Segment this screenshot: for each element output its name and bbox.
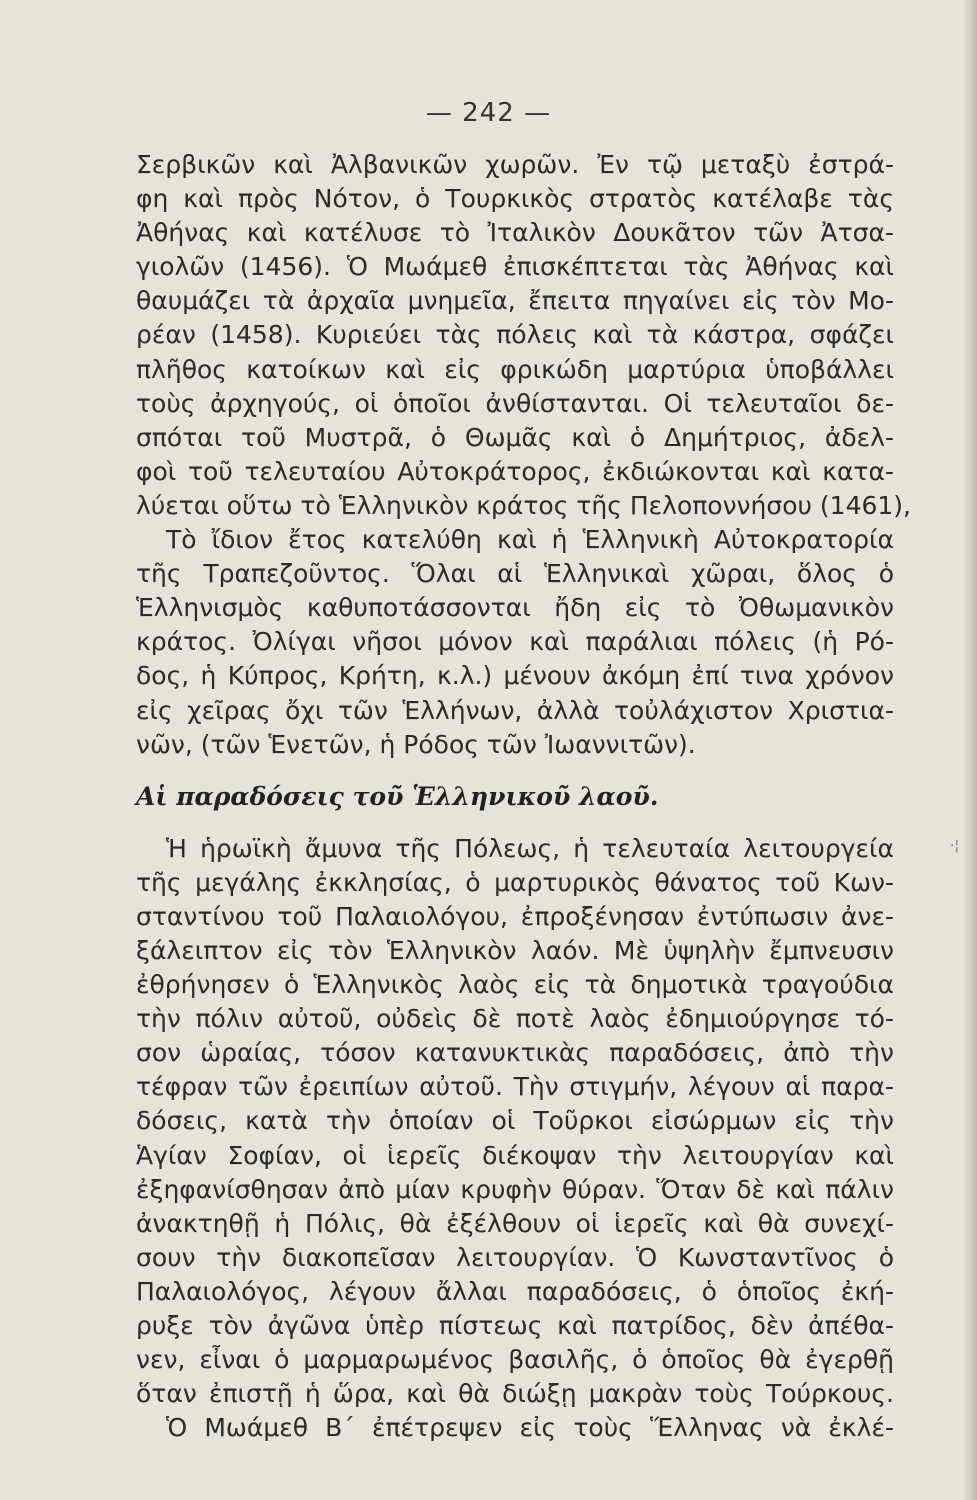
text-line: νῶν, (τῶν Ἑνετῶν, ἡ Ρόδος τῶν Ἰωαννιτῶν). (136, 729, 696, 759)
text-line: σπόται τοῦ Μυστρᾶ, ὁ Θωμᾶς καὶ ὁ Δημήτριος, ἀδελ- (136, 422, 894, 452)
text-line: τῆς Τραπεζοῦντος. Ὅλαι αἱ Ἑλληνικαὶ χῶραι, ὅλος ὁ (136, 559, 894, 589)
text-line: σταντίνου τοῦ Παλαιολόγου, ἐπροξένησαν ἐντύπωσιν ἀνε- (136, 901, 894, 931)
paragraph-2 (136, 523, 894, 762)
paragraph-1 (136, 148, 911, 523)
text-line: ξάλειπτον εἰς τὸν Ἑλληνικὸν λαόν. Μὲ ὑψηλὴν ἔμπνευσιν (136, 935, 894, 965)
text-line: Παλαιολόγος, λέγουν ἄλλαι παραδόσεις, ὁ ὁποῖος ἐκή- (136, 1276, 894, 1306)
text-line: πλῆθος κατοίκων καὶ εἰς φρικώδη μαρτύρια ὑποβάλλει (136, 354, 894, 384)
text-line: ἐξηφανίσθησαν ἀπὸ μίαν κρυφὴν θύραν. Ὅταν δὲ καὶ πάλιν (136, 1174, 894, 1204)
text-line: τὴν πόλιν αὐτοῦ, οὐδεὶς δὲ ποτὲ λαὸς ἐδημιούργησε τό- (136, 1004, 894, 1034)
text-line: Ὁ Μωάμεθ Β΄ ἐπέτρεψεν εἰς τοὺς Ἕλληνας νὰ ἐκλέ- (166, 1413, 894, 1443)
text-line: Ἁγίαν Σοφίαν, οἱ ἱερεῖς διέκοψαν τὴν λειτουργίαν καὶ (136, 1140, 894, 1170)
text-line: τέφραν τῶν ἐρειπίων αὐτοῦ. Τὴν στιγμήν, λέγουν αἱ παρα- (136, 1072, 894, 1102)
text-line: ἀνακτηθῇ ἡ Πόλις, θὰ ἐξέλθουν οἱ ἱερεῖς καὶ θὰ συνεχί- (136, 1208, 894, 1238)
text-line: ἐθρήνησεν ὁ Ἑλληνικὸς λαὸς εἰς τὰ δημοτικὰ τραγούδια (136, 970, 894, 1000)
text-line: Ἀθήνας καὶ κατέλυσε τὸ Ἰταλικὸν Δουκᾶτον τῶν Ἀτσα- (136, 218, 894, 248)
text-line: θαυμάζει τὰ ἀρχαῖα μνημεῖα, ἔπειτα πηγαίνει εἰς τὸν Μο- (136, 286, 894, 316)
text-line: φοὶ τοῦ τελευταίου Αὐτοκράτορος, ἐκδιώκονται καὶ κατα- (136, 456, 894, 486)
text-line: κράτος. Ὀλίγαι νῆσοι μόνον καὶ παράλιαι πόλεις (ἡ Ρό- (136, 627, 894, 657)
text-line: σουν τὴν διακοπεῖσαν λειτουργίαν. Ὁ Κωνσταντῖνος ὁ (136, 1242, 894, 1272)
text-line: Τὸ ἴδιον ἔτος κατελύθη καὶ ἡ Ἑλληνικὴ Αὐτοκρατορία (166, 525, 894, 555)
text-line: τοὺς ἀρχηγούς, οἱ ὁποῖοι ἀνθίστανται. Οἱ τελευταῖοι δε- (136, 388, 894, 418)
text-line: Ἑλληνισμὸς καθυποτάσσονται ἤδη εἰς τὸ Ὀθωμανικὸν (136, 593, 894, 623)
page-number: — 242 — (425, 98, 552, 128)
text-line: λύεται οὕτω τὸ Ἑλληνικὸν κράτος τῆς Πελοποννήσου (1461), (136, 490, 911, 520)
text-line: δος, ἡ Κύπρος, Κρήτη, κ.λ.) μένουν ἀκόμη ἐπί τινα χρόνον (136, 661, 894, 691)
text-line: τῆς μεγάλης ἐκκλησίας, ὁ μαρτυρικὸς θάνατος τοῦ Κων- (136, 867, 894, 897)
section-heading: Αἱ παραδόσεις τοῦ Ἑλληνικοῦ λαοῦ. (136, 781, 659, 811)
text-block (136, 148, 911, 1445)
text-line: γιολῶν (1456). Ὁ Μωάμεθ ἐπισκέπτεται τὰς Ἀθήνας καὶ (136, 252, 894, 282)
margin-mark: ·¦ (950, 838, 960, 854)
text-line: νεν, εἶναι ὁ μαρμαρωμένος βασιλῆς, ὁ ὁποῖος θὰ ἐγερθῇ (136, 1345, 894, 1375)
text-line: ρέαν (1458). Κυριεύει τὰς πόλεις καὶ τὰ κάστρα, σφάζει (136, 320, 894, 350)
text-line: ρυξε τὸν ἀγῶνα ὑπὲρ πίστεως καὶ πατρίδος, δὲν ἀπέθα- (136, 1311, 894, 1340)
text-line: ὅταν ἐπιστῇ ἡ ὥρα, καὶ θὰ διώξῃ μακρὰν τοὺς Τούρκους. (136, 1379, 894, 1409)
text-line: εἰς χεῖρας ὄχι τῶν Ἑλλήνων, ἀλλὰ τοὐλάχιστον Χριστια- (136, 695, 894, 725)
paragraph-3 (136, 832, 894, 1412)
text-line: Σερβικῶν καὶ Ἀλβανικῶν χωρῶν. Ἐν τῷ μεταξὺ ἐστρά- (136, 150, 894, 179)
text-line: δόσεις, κατὰ τὴν ὁποίαν οἱ Τοῦρκοι εἰσώρμων εἰς τὴν (136, 1106, 894, 1136)
text-line: φη καὶ πρὸς Νότον, ὁ Τουρκικὸς στρατὸς κατέλαβε τὰς (136, 184, 894, 214)
paragraph-4 (136, 1411, 894, 1445)
text-line: Ἡ ἡρωϊκὴ ἄμυνα τῆς Πόλεως, ἡ τελευταία λειτουργεία (166, 833, 894, 863)
page-edge-shadow (963, 0, 977, 1500)
text-line: σον ὡραίας, τόσον κατανυκτικὰς παραδόσεις, ἀπὸ τὴν (136, 1038, 894, 1068)
